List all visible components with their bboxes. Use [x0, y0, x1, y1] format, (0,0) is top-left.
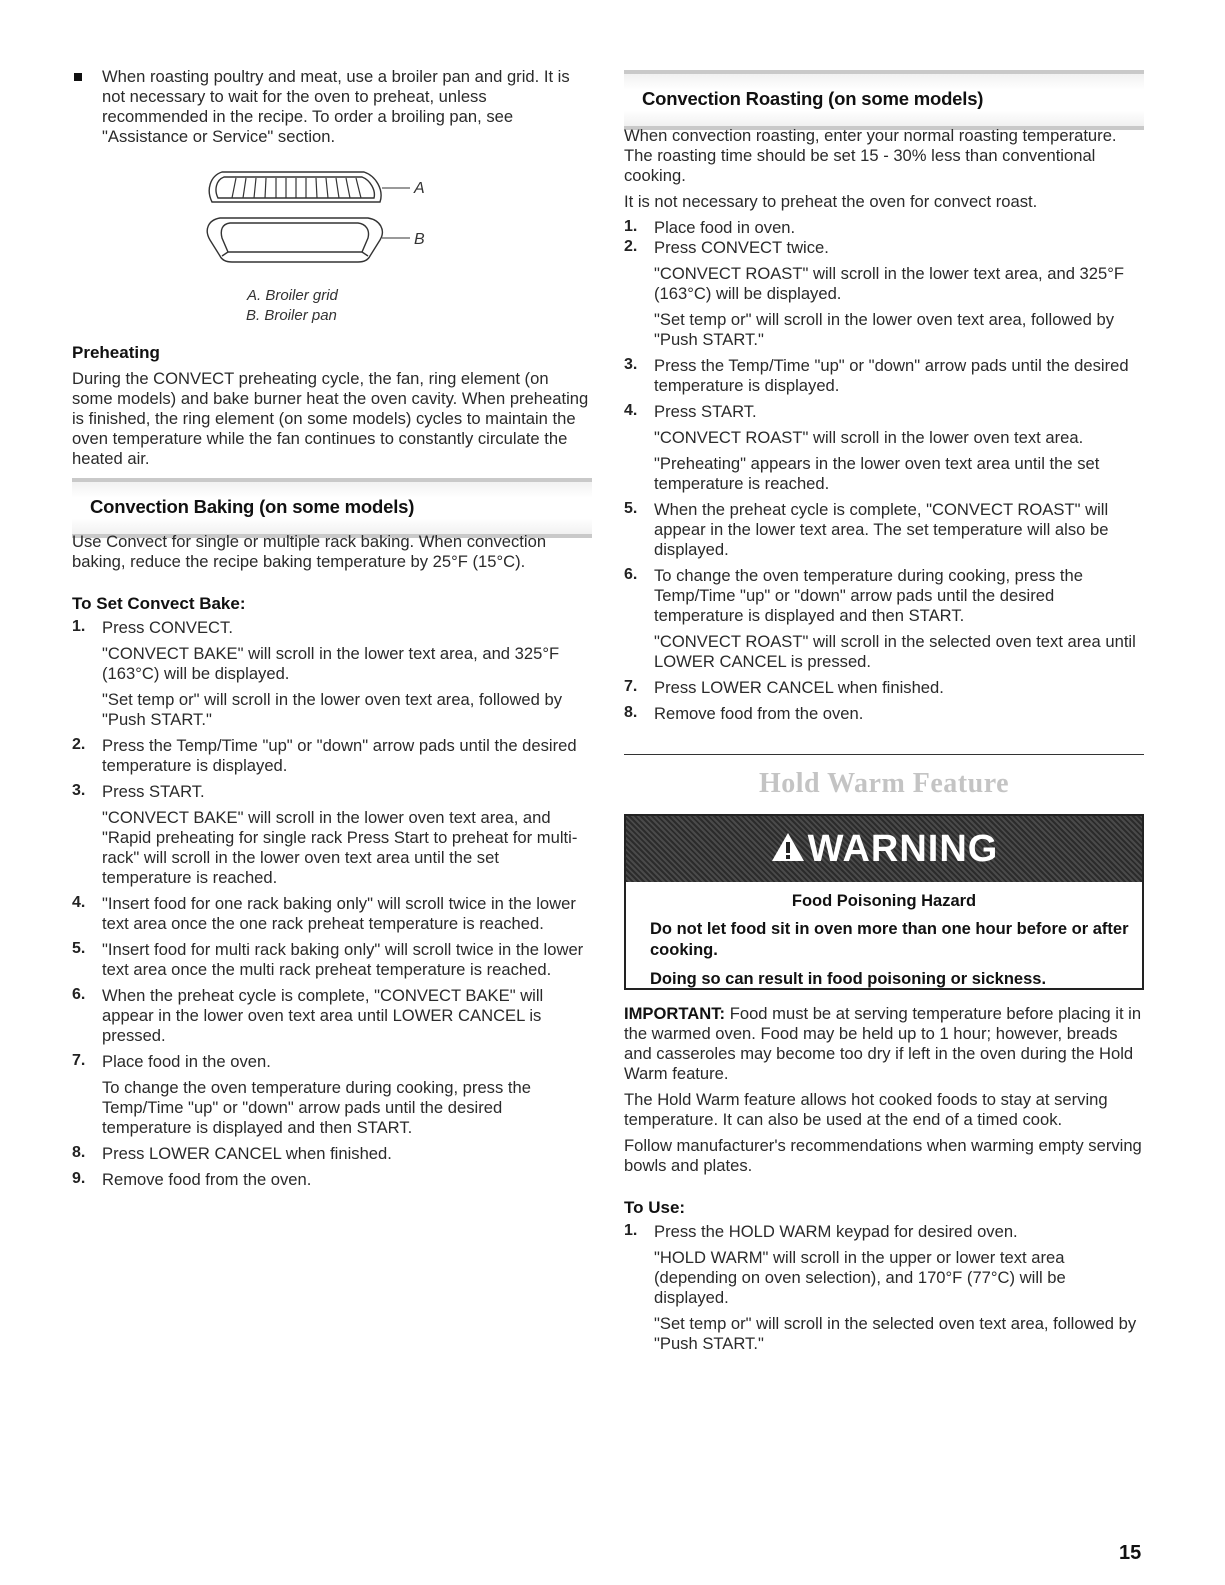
convect-roast-step-2 — [624, 238, 1144, 258]
hold-warm-title: Hold Warm Feature — [758, 768, 1010, 799]
caption-broiler-grid: A. Broiler grid — [247, 287, 338, 304]
step-text: Remove food from the oven. — [102, 1170, 312, 1189]
step-text: When the preheat cycle is complete, "CONVECT ROAST" will appear in the lower text area. The set temperature will also be displayed. — [654, 500, 1109, 559]
intro-bullet-text: When roasting poultry and meat, use a broiler pan and grid. It is not necessary to wait for the oven to preheat, unless recommended in the recipe. To order a broiling pan, see "Assistance or Service" section. — [102, 67, 570, 146]
convect-bake-step-5 — [72, 940, 592, 980]
label-b: B — [414, 231, 425, 248]
warning-line-2: Doing so can result in food poisoning or sickness. — [650, 970, 1047, 988]
hold-warm-para-3: Follow manufacturer's recommendations when warming empty serving bowls and plates. — [624, 1136, 1142, 1175]
preheating-heading: Preheating — [72, 343, 160, 362]
step-text: Press LOWER CANCEL when finished. — [654, 678, 944, 697]
convect-bake-note: "Set temp or" will scroll in the lower oven text area, followed by "Push START." — [102, 690, 563, 729]
step-text: "Insert food for multi rack baking only" will scroll twice in the lower text area once the multi rack preheat temperature is reached. — [102, 940, 584, 979]
convection-roasting-body — [624, 126, 1144, 724]
warning-hazard: Food Poisoning Hazard — [791, 892, 977, 910]
hold-warm-note: "HOLD WARM" will scroll in the upper or lower text area (depending on oven selection), and 170°F (77°C) will be displayed. — [654, 1248, 1066, 1307]
step-text: Press the Temp/Time "up" or "down" arrow pads until the desired temperature is displayed. — [102, 736, 577, 775]
convection-baking-band — [72, 478, 592, 538]
preheating-section — [72, 343, 592, 469]
step-number: 4. — [624, 402, 638, 419]
step-number: 9. — [72, 1170, 86, 1187]
step-number: 5. — [624, 500, 638, 517]
step-number: 7. — [624, 678, 638, 695]
convect-bake-step-9 — [72, 1170, 592, 1190]
hold-warm-note: "Set temp or" will scroll in the selected oven text area, followed by "Push START." — [654, 1314, 1137, 1353]
broiler-illustration — [192, 160, 452, 330]
step-number: 6. — [72, 986, 86, 1003]
step-number: 1. — [624, 1222, 638, 1239]
step-text: To change the oven temperature during cooking, press the Temp/Time "up" or "down" arrow pads until the desired temperature is displayed and then START. — [654, 566, 1083, 625]
important-label: IMPORTANT: — [624, 1004, 726, 1023]
convection-roasting-intro-2: It is not necessary to preheat the oven for convect roast. — [624, 192, 1038, 211]
bullet-square-icon — [74, 73, 82, 81]
convect-bake-step-4 — [72, 894, 592, 934]
convect-bake-step-6 — [72, 986, 592, 1046]
intro-bullet — [72, 67, 592, 147]
step-text: Press the HOLD WARM keypad for desired oven. — [654, 1222, 1018, 1241]
convect-roast-step-8 — [624, 704, 1144, 724]
convect-bake-subheading: To Set Convect Bake: — [72, 594, 246, 613]
hold-warm-step-1 — [624, 1222, 1144, 1242]
broiler-figure — [192, 160, 452, 330]
step-text: Press LOWER CANCEL when finished. — [102, 1144, 392, 1163]
section-divider — [624, 754, 1144, 755]
important-paragraph — [624, 1004, 1144, 1084]
warning-header — [626, 816, 1142, 882]
hold-warm-para-2: The Hold Warm feature allows hot cooked foods to stay at serving temperature. It can also be used at the end of a timed cook. — [624, 1090, 1108, 1129]
convect-bake-note: "CONVECT BAKE" will scroll in the lower text area, and 325°F (163°C) will be displayed. — [102, 644, 560, 683]
step-text: Press the Temp/Time "up" or "down" arrow pads until the desired temperature is displayed. — [654, 356, 1129, 395]
convection-baking-title: Convection Baking (on some models) — [90, 496, 415, 517]
step-text: Press CONVECT. — [102, 618, 233, 637]
step-number: 8. — [72, 1144, 86, 1161]
step-number: 6. — [624, 566, 638, 583]
warning-triangle-icon — [770, 831, 806, 868]
step-number: 5. — [72, 940, 86, 957]
convect-roast-step-3 — [624, 356, 1144, 396]
warning-box — [624, 814, 1144, 990]
warning-line-1: Do not let food sit in oven more than one hour before or after cooking. — [650, 920, 1129, 959]
convect-roast-step-7 — [624, 678, 1144, 698]
convect-roast-note: "CONVECT ROAST" will scroll in the lower oven text area. — [654, 428, 1084, 447]
convect-roast-step-1 — [624, 218, 1144, 238]
broiler-grid-drawing — [209, 172, 410, 202]
hold-warm-body — [624, 1004, 1144, 1354]
step-number: 3. — [72, 782, 86, 799]
step-text: Place food in the oven. — [102, 1052, 271, 1071]
step-number: 7. — [72, 1052, 86, 1069]
to-use-heading: To Use: — [624, 1198, 686, 1217]
step-number: 2. — [72, 736, 86, 753]
label-a: A — [414, 180, 425, 197]
convect-roast-note: "Preheating" appears in the lower oven text area until the set temperature is reached. — [654, 454, 1100, 493]
step-number: 4. — [72, 894, 86, 911]
convect-roast-step-6 — [624, 566, 1144, 626]
convection-baking-intro: Use Convect for single or multiple rack baking. When convection baking, reduce the recipe baking temperature by 25°F (15°C). — [72, 532, 547, 571]
convect-bake-step-7 — [72, 1052, 592, 1072]
convection-roasting-band — [624, 70, 1144, 130]
step-text: Remove food from the oven. — [654, 704, 864, 723]
page-number: 15 — [1119, 1542, 1142, 1564]
step-number: 3. — [624, 356, 638, 373]
convection-roasting-intro: When convection roasting, enter your normal roasting temperature. The roasting time should be set 15 - 30% less than conventional cooking. — [624, 126, 1117, 185]
convect-roast-note: "Set temp or" will scroll in the lower oven text area, followed by "Push START." — [654, 310, 1115, 349]
convect-roast-step-4 — [624, 402, 1144, 422]
important-text: Food must be at serving temperature before placing it in the warmed oven. Food may be held up to 1 hour; however, breads and casseroles may become too dry if left in the oven during the Hold Warm feature. — [624, 1004, 1142, 1083]
convection-roasting-title: Convection Roasting (on some models) — [642, 88, 984, 109]
step-text: When the preheat cycle is complete, "CONVECT BAKE" will appear in the lower oven text area until LOWER CANCEL is pressed. — [102, 986, 544, 1045]
convect-bake-note: "CONVECT BAKE" will scroll in the lower oven text area, and "Rapid preheating for single rack Press Start to preheat for multi-rack" will scroll in the lower oven text area until the set temperature is reached. — [102, 808, 578, 887]
step-number: 1. — [624, 218, 638, 235]
step-text: Place food in oven. — [654, 218, 796, 237]
step-text: Press START. — [102, 782, 205, 801]
step-number: 2. — [624, 238, 638, 255]
convect-roast-note: "CONVECT ROAST" will scroll in the selected oven text area until LOWER CANCEL is pressed. — [654, 632, 1136, 671]
convect-bake-step-8 — [72, 1144, 592, 1164]
warning-word: WARNING — [807, 827, 999, 870]
caption-broiler-pan: B. Broiler pan — [246, 307, 337, 324]
broiler-pan-drawing — [207, 218, 410, 262]
convect-bake-note: To change the oven temperature during cooking, press the Temp/Time "up" or "down" arrow pads until the desired temperature is displayed and then START. — [102, 1078, 531, 1137]
preheating-text: During the CONVECT preheating cycle, the fan, ring element (on some models) and bake burner heat the oven cavity. When preheating is finished, the ring element (on some models) cycles to maintain the oven temperature while the fan continues to constantly circulate the heated air. — [72, 369, 589, 468]
convect-bake-step-1 — [72, 618, 592, 638]
convect-roast-note: "CONVECT ROAST" will scroll in the lower text area, and 325°F (163°C) will be displayed. — [654, 264, 1124, 303]
step-text: "Insert food for one rack baking only" will scroll twice in the lower text area once the one rack preheat temperature is reached. — [102, 894, 576, 933]
convect-roast-step-5 — [624, 500, 1144, 560]
step-number: 1. — [72, 618, 86, 635]
step-text: Press CONVECT twice. — [654, 238, 829, 257]
step-number: 8. — [624, 704, 638, 721]
convect-bake-step-3 — [72, 782, 592, 802]
convect-bake-step-2 — [72, 736, 592, 776]
convection-baking-body — [72, 532, 592, 1190]
step-text: Press START. — [654, 402, 757, 421]
